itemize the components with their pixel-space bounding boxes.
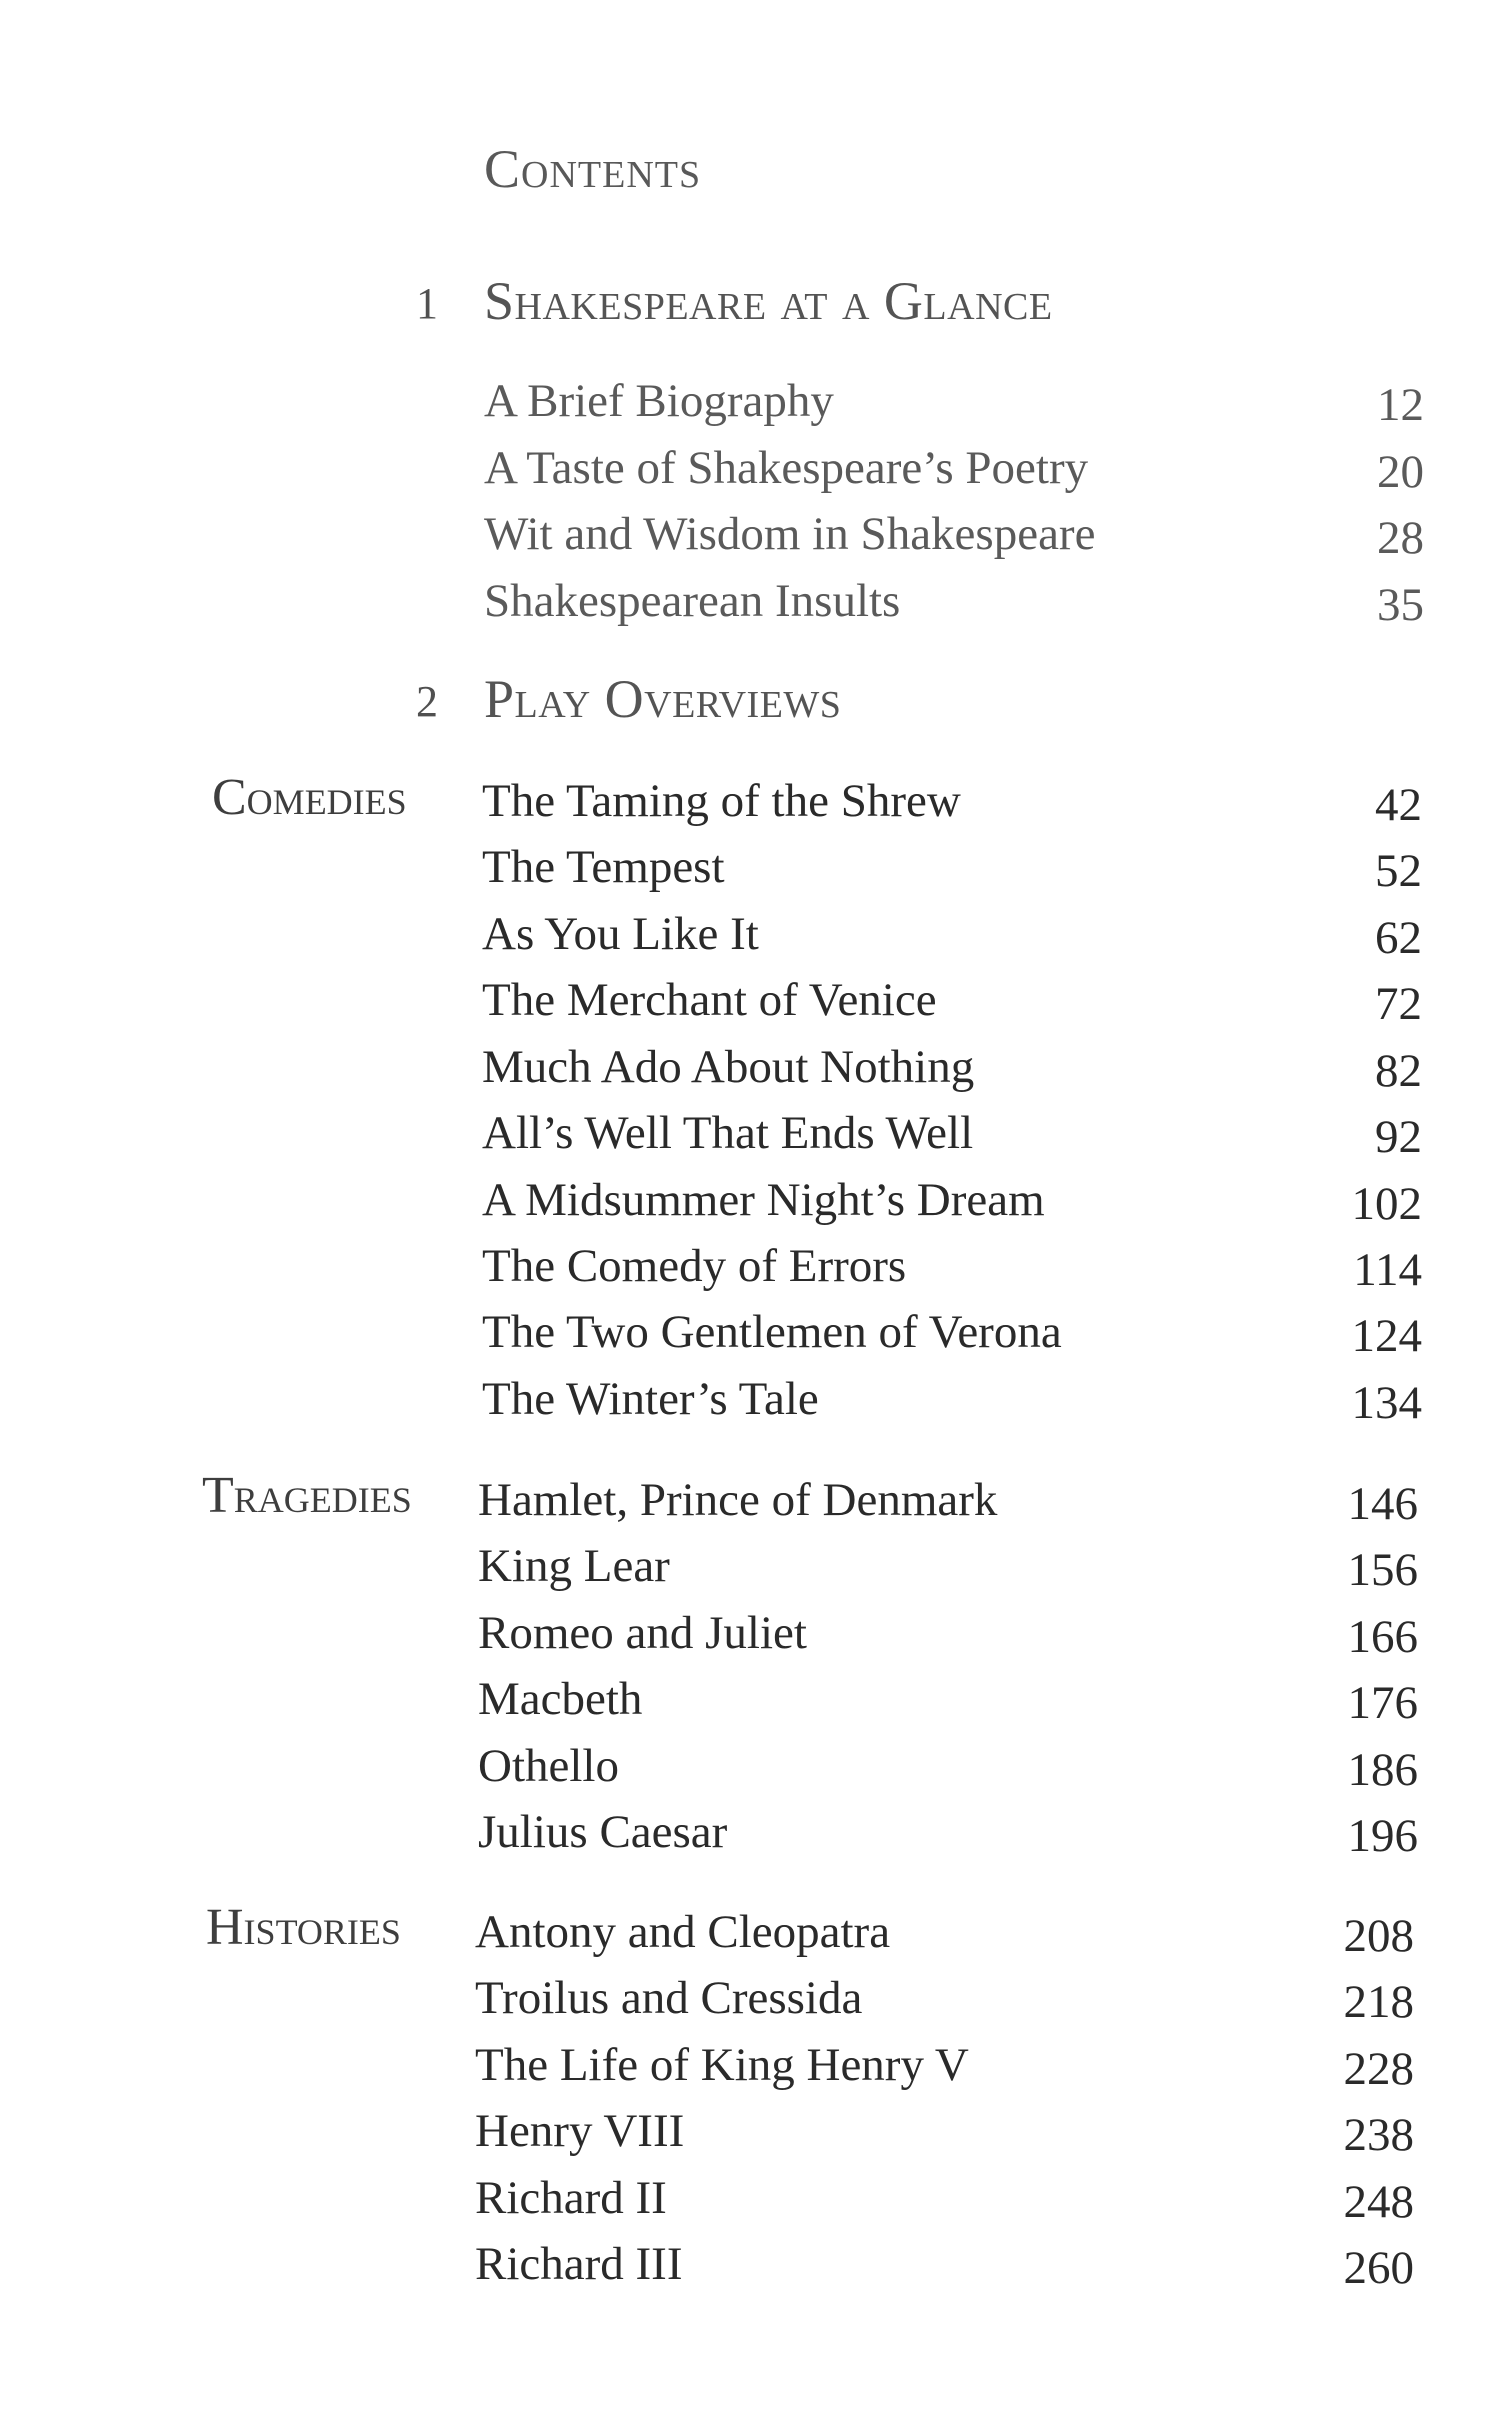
toc-entry-title: The Taming of the Shrew	[482, 775, 961, 827]
toc-entry-title: The Two Gentlemen of Verona	[482, 1306, 1062, 1358]
toc-entry-title: Shakespearean Insults	[484, 575, 901, 627]
toc-entry-title: As You Like It	[482, 908, 759, 960]
part-title: Play Overviews	[484, 669, 842, 729]
group-label: Comedies	[212, 769, 407, 826]
toc-entry-title: Macbeth	[478, 1673, 643, 1725]
toc-entry-page: 134	[1351, 1377, 1422, 1429]
toc-entry-title: Henry VIII	[475, 2105, 685, 2157]
toc-entry-page: 52	[1375, 845, 1422, 897]
toc-entry-title: Richard II	[475, 2172, 667, 2224]
toc-entry-title: A Taste of Shakespeare’s Poetry	[484, 442, 1089, 494]
toc-entry-page: 42	[1375, 779, 1422, 831]
toc-entry-page: 114	[1353, 1244, 1422, 1296]
toc-entry-page: 12	[1377, 379, 1424, 431]
toc-entry-title: Richard III	[475, 2238, 683, 2290]
toc-entry-page: 196	[1347, 1810, 1418, 1862]
toc-entry-title: Othello	[478, 1740, 619, 1792]
toc-entry-title: The Tempest	[482, 841, 725, 893]
toc-entry-page: 238	[1343, 2109, 1414, 2161]
toc-entry-page: 218	[1343, 1976, 1414, 2028]
toc-entry-title: Julius Caesar	[478, 1806, 728, 1858]
toc-entry-page: 92	[1375, 1111, 1422, 1163]
toc-entry-page: 28	[1377, 512, 1424, 564]
toc-entry-title: A Midsummer Night’s Dream	[482, 1174, 1045, 1226]
toc-entry-page: 35	[1377, 579, 1424, 631]
toc-entry-page: 228	[1343, 2043, 1414, 2095]
toc-entry-title: Wit and Wisdom in Shakespeare	[484, 508, 1096, 560]
toc-entry-title: Antony and Cleopatra	[475, 1906, 891, 1958]
group-label: Tragedies	[202, 1467, 412, 1524]
part-title: Shakespeare at a Glance	[484, 271, 1053, 331]
toc-entry-page: 208	[1343, 1910, 1414, 1962]
toc-entry-title: Troilus and Cressida	[475, 1972, 863, 2024]
toc-entry-page: 20	[1377, 446, 1424, 498]
toc-entry-page: 248	[1343, 2176, 1414, 2228]
toc-entry-page: 176	[1347, 1677, 1418, 1729]
toc-entry-title: Romeo and Juliet	[478, 1607, 807, 1659]
toc-entry-page: 62	[1375, 912, 1422, 964]
toc-entry-page: 166	[1347, 1611, 1418, 1663]
group-label: Histories	[206, 1899, 401, 1956]
part-number: 1	[416, 279, 438, 328]
toc-entry-page: 156	[1347, 1544, 1418, 1596]
toc-entry-page: 72	[1375, 978, 1422, 1030]
toc-entry-page: 260	[1343, 2242, 1414, 2294]
toc-entry-page: 82	[1375, 1045, 1422, 1097]
part-number: 2	[416, 677, 438, 726]
toc-entry-title: Much Ado About Nothing	[482, 1041, 975, 1093]
toc-entry-title: A Brief Biography	[484, 375, 834, 427]
toc-entry-title: The Merchant of Venice	[482, 974, 937, 1026]
toc-entry-page: 124	[1351, 1310, 1422, 1362]
toc-entry-title: All’s Well That Ends Well	[482, 1107, 974, 1159]
contents-heading: Contents	[484, 139, 702, 199]
toc-entry-title: The Winter’s Tale	[482, 1373, 819, 1425]
toc-entry-page: 146	[1347, 1478, 1418, 1530]
toc-entry-page: 102	[1351, 1178, 1422, 1230]
toc-entry-title: King Lear	[478, 1540, 670, 1592]
toc-entry-title: The Comedy of Errors	[482, 1240, 907, 1292]
toc-entry-title: The Life of King Henry V	[475, 2039, 969, 2091]
toc-entry-page: 186	[1347, 1744, 1418, 1796]
toc-entry-title: Hamlet, Prince of Denmark	[478, 1474, 998, 1526]
